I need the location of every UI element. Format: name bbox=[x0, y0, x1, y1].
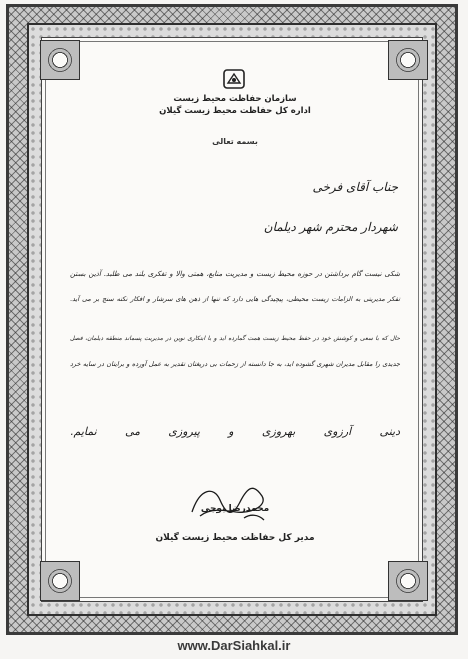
handwritten-signature bbox=[180, 478, 290, 528]
recipient-title: شهردار محترم شهر دیلمان bbox=[263, 220, 398, 234]
body-line: جدیدی را مقابل مدیران شهری گشوده اید، به جا دانسته از زحمات بی دریغتان تقدیر به عمل آورده و برایتان در سایه خرد bbox=[70, 360, 400, 368]
body-line: حال که با سعی و کوشش خود در حفظ محیط زیست همت گمارده اید و با ابتکاری نوین در مدیریت پسماند منطقه دیلمان، فصل bbox=[70, 335, 400, 342]
signer-name: محمدرضا بوجی bbox=[200, 504, 270, 514]
basmala-heading: بسمه تعالی bbox=[212, 137, 258, 146]
body-line: دینی آرزوی بهروزی و پیروزی می نمایم. bbox=[70, 425, 400, 438]
salutation: جناب آقای فرخی bbox=[312, 180, 398, 194]
signer-title: مدیر کل حفاظت محیط زیست گیلان bbox=[155, 533, 315, 543]
organization-name: سازمان حفاظت محیط زیست bbox=[173, 94, 297, 104]
environment-protection-emblem-icon bbox=[222, 68, 246, 90]
body-line: تفکر مدیریتی به الزامات زیست محیطی، پیچیدگی هایی دارد که تنها از ذهن های سرشار و افکار نکته سنج بر می آید. bbox=[70, 295, 400, 303]
organization-subname: اداره کل حفاظت محیط زیست گیلان bbox=[159, 106, 311, 116]
website-watermark: www.DarSiahkal.ir bbox=[177, 638, 291, 653]
body-line: شکی نیست گام برداشتن در حوزه محیط زیست و مدیریت منابع، همتی والا و تفکری بلند می طلبد. آذین بستن bbox=[70, 270, 400, 278]
